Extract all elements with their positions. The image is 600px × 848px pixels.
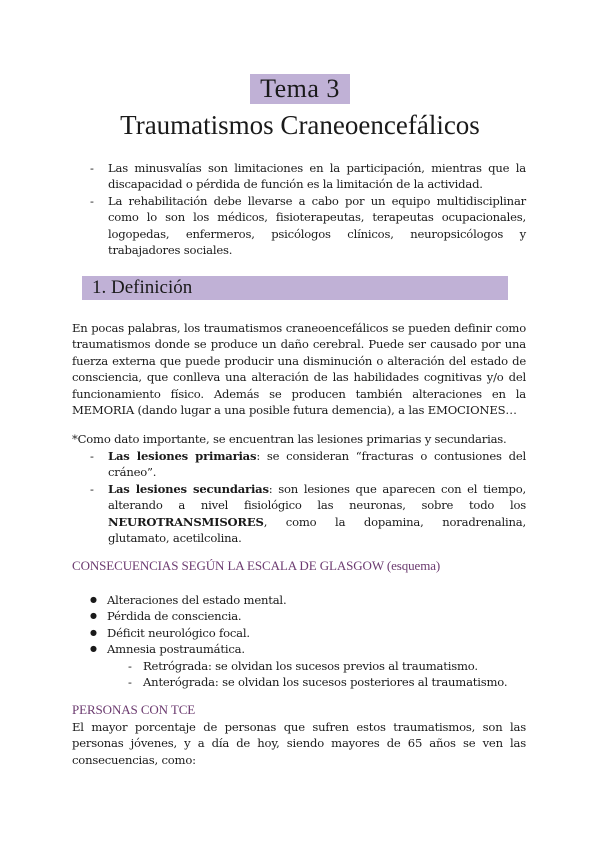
- glasgow-list: [90, 592, 526, 690]
- definition-paragraph: En pocas palabras, los traumatismos craneoencefálicos se pueden definir como traumatismos donde se produce un daño cerebral. Puede ser causado por una fuerza externa que puede producir una disminución o alteración del estado de consciencia, que conlleva una alteración de las habilidades cognitivas y/o del funcionamiento físico. Además se producen también alteraciones en la MEMORIA (dando lugar a una posible futura demencia), a las EMOCIONES…: [72, 321, 526, 418]
- amnesia-subitem: - Anterógrada: se olvidan los sucesos posteriores al traumatismo.: [90, 674, 526, 690]
- glasgow-item: ● Amnesia postraumática.: [90, 641, 526, 657]
- lesion-primary-text: : se consideran “fracturas o contusiones del cráneo”.: [108, 449, 526, 480]
- lesions-list: [90, 448, 526, 546]
- glasgow-item: ● Pérdida de consciencia.: [90, 608, 526, 624]
- section-heading-bar: [82, 276, 508, 300]
- lesion-secondary-item: [90, 481, 526, 547]
- neurotransmitters-term: NEUROTRANSMISORES: [108, 514, 264, 529]
- glasgow-item: ● Alteraciones del estado mental.: [90, 592, 526, 608]
- page-title: Traumatismos Craneoencefálicos: [120, 110, 480, 140]
- tema-wrapper: [0, 74, 600, 104]
- intro-item: - La rehabilitación debe llevarse a cabo por un equipo multidisciplinar como lo son los médicos, fisioterapeutas, terapeutas ocupacionales, logopedas, enfermeros, psicólogos clínicos, neuropsicólogos y trabajadores sociales.: [90, 193, 526, 259]
- intro-item: - Las minusvalías son limitaciones en la participación, mientras que la discapacidad o pérdida de función es la limitación de la actividad.: [90, 160, 526, 193]
- tce-heading: PERSONAS CON TCE: [72, 702, 196, 717]
- glasgow-item: ● Déficit neurológico focal.: [90, 625, 526, 641]
- amnesia-subitem: - Retrógrada: se olvidan los sucesos previos al traumatismo.: [90, 658, 526, 674]
- lesion-secondary-text-b: , como la dopamina, noradrenalina, glutamato, acetilcolina.: [108, 514, 526, 546]
- lesions-note: *Como dato importante, se encuentran las lesiones primarias y secundarias.: [72, 432, 507, 446]
- lesion-primary-label: Las lesiones primarias: [108, 449, 257, 463]
- lesion-secondary-label: Las lesiones secundarias: [108, 481, 269, 496]
- tema-label: Tema 3: [250, 74, 350, 104]
- lesion-primary-item: [90, 448, 526, 481]
- glasgow-heading: CONSECUENCIAS SEGÚN LA ESCALA DE GLASGOW (esquema): [72, 558, 441, 573]
- lesion-secondary-text-a: : son lesiones que aparecen con el tiempo, alterando a nivel fisiológico las neuronas, sobre todo los: [108, 481, 526, 513]
- intro-list: [90, 160, 526, 258]
- section-title: 1. Definición: [92, 277, 193, 298]
- tce-paragraph: El mayor porcentaje de personas que sufren estos traumatismos, son las personas jóvenes, y a día de hoy, siendo mayores de 65 años se ven las consecuencias, como:: [72, 720, 526, 767]
